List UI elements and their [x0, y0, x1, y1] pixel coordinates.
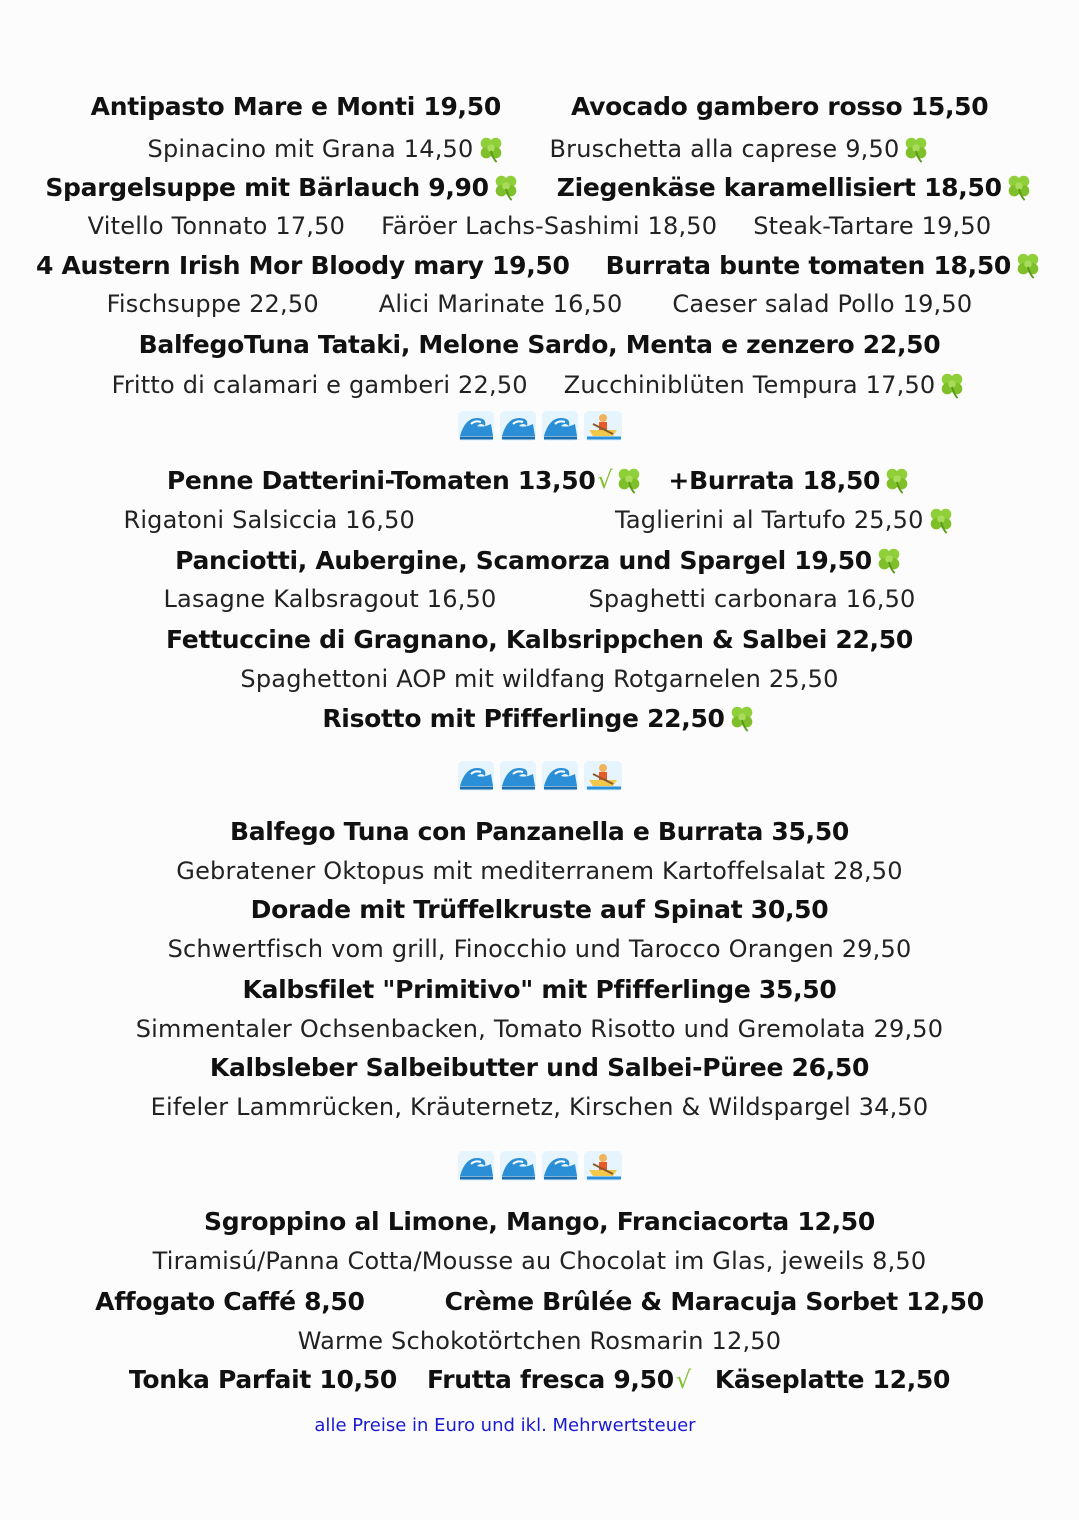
menu-item: +Burrata 18,50	[668, 465, 912, 495]
desserts-row-3	[0, 1287, 1079, 1316]
desserts-row-5	[0, 1365, 1079, 1394]
menu-item: Affogato Caffé 8,50	[95, 1287, 365, 1316]
water-wave-icon	[457, 1150, 495, 1182]
menu-item: Burrata bunte tomaten 18,50	[606, 250, 1043, 280]
water-wave-icon	[499, 760, 537, 792]
menu-item: Fettuccine di Gragnano, Kalbsrippchen & Salbei 22,50	[166, 625, 913, 654]
water-wave-icon	[541, 410, 579, 442]
menu-item: Fritto di calamari e gamberi 22,50	[111, 371, 528, 399]
water-wave-icon	[541, 760, 579, 792]
water-wave-icon	[541, 1150, 579, 1182]
menu-item: Alici Marinate 16,50	[378, 290, 623, 318]
menu-item: Gebratener Oktopus mit mediterranem Kartoffelsalat 28,50	[176, 857, 903, 885]
menu-item: Lasagne Kalbsragout 16,50	[163, 585, 497, 613]
menu-item: Rigatoni Salsiccia 16,50	[123, 506, 416, 534]
menu-item: Crème Brûlée & Maracuja Sorbet 12,50	[444, 1287, 984, 1316]
pasta-row-5	[0, 625, 1079, 654]
menu-item: Panciotti, Aubergine, Scamorza und Spargel 19,50	[175, 545, 904, 575]
menu-item: 4 Austern Irish Mor Bloody mary 19,50	[35, 250, 570, 280]
water-wave-icon	[457, 410, 495, 442]
menu-item: Dorade mit Trüffelkruste auf Spinat 30,50	[250, 895, 829, 924]
mains-row-2	[0, 857, 1079, 885]
menu-item: Vitello Tonnato 17,50	[87, 212, 346, 240]
menu-item: Tiramisú/Panna Cotta/Mousse au Chocolat im Glas, jeweils 8,50	[152, 1247, 927, 1275]
menu-item: Kalbsleber Salbeibutter und Salbei-Püree 26,50	[209, 1053, 870, 1082]
menu-item: Spargelsuppe mit Bärlauch 9,90	[45, 172, 520, 202]
four-leaf-clover-icon	[491, 172, 521, 202]
pasta-row-2	[0, 505, 1079, 535]
menu-item: Kalbsfilet "Primitivo" mit Pfifferlinge 35,50	[242, 975, 837, 1004]
mains-row-1	[0, 817, 1079, 846]
menu-item: Avocado gambero rosso 15,50	[570, 92, 989, 121]
four-leaf-clover-icon	[937, 370, 967, 400]
menu-item: Frutta fresca 9,50 √	[427, 1365, 691, 1394]
rowboat-icon	[583, 1150, 623, 1182]
four-leaf-clover-icon	[882, 465, 912, 495]
menu-item: Ziegenkäse karamellisiert 18,50	[557, 172, 1034, 202]
price-note: alle Preise in Euro und ikl. Mehrwertsteuer	[314, 1415, 696, 1436]
menu-item: Penne Datterini-Tomaten 13,50 √	[167, 465, 645, 495]
pasta-row-7	[0, 703, 1079, 733]
four-leaf-clover-icon	[1004, 172, 1034, 202]
antipasti-row-3	[0, 172, 1079, 202]
menu-item: Steak-Tartare 19,50	[753, 212, 992, 240]
menu-item: BalfegoTuna Tataki, Melone Sardo, Menta e zenzero 22,50	[138, 330, 941, 359]
pasta-row-4	[0, 585, 1079, 613]
antipasti-row-4	[0, 212, 1079, 240]
water-wave-icon	[457, 760, 495, 792]
desserts-row-1	[0, 1207, 1079, 1236]
water-wave-icon	[499, 410, 537, 442]
menu-item: Färöer Lachs-Sashimi 18,50	[381, 212, 718, 240]
check-mark: √	[597, 466, 613, 494]
menu-item: Schwertfisch vom grill, Finocchio und Tarocco Orangen 29,50	[167, 935, 912, 963]
menu-item: Spaghetti carbonara 16,50	[588, 585, 916, 613]
four-leaf-clover-icon	[901, 134, 931, 164]
antipasti-row-6	[0, 290, 1079, 318]
pasta-row-6	[0, 665, 1079, 693]
antipasti-row-7	[0, 330, 1079, 359]
menu-item: Eifeler Lammrücken, Kräuternetz, Kirschen & Wildspargel 34,50	[150, 1093, 929, 1121]
menu-item: Spinacino mit Grana 14,50	[148, 134, 506, 164]
pasta-row-1	[0, 465, 1079, 495]
antipasti-row-1	[0, 92, 1079, 121]
mains-row-5	[0, 975, 1079, 1004]
menu-item: Warme Schokotörtchen Rosmarin 12,50	[297, 1327, 782, 1355]
menu-item: Taglierini al Tartufo 25,50	[615, 505, 956, 535]
desserts-row-4	[0, 1327, 1079, 1355]
menu-item: Risotto mit Pfifferlinge 22,50	[322, 703, 756, 733]
menu-item: Tonka Parfait 10,50	[128, 1365, 398, 1394]
antipasti-row-2	[0, 134, 1079, 164]
four-leaf-clover-icon	[727, 703, 757, 733]
four-leaf-clover-icon	[1013, 250, 1043, 280]
menu-item: Caeser salad Pollo 19,50	[672, 290, 973, 318]
four-leaf-clover-icon	[476, 134, 506, 164]
desserts-row-2	[0, 1247, 1079, 1275]
menu-item: Fischsuppe 22,50	[106, 290, 319, 318]
menu-item: Balfego Tuna con Panzanella e Burrata 35,50	[229, 817, 850, 846]
menu-item: Spaghettoni AOP mit wildfang Rotgarnelen 25,50	[240, 665, 839, 693]
mains-row-8	[0, 1093, 1079, 1121]
rowboat-icon	[583, 760, 623, 792]
four-leaf-clover-icon	[874, 545, 904, 575]
mains-row-3	[0, 895, 1079, 924]
antipasti-row-8	[0, 370, 1079, 400]
section-divider	[0, 410, 1079, 442]
four-leaf-clover-icon	[926, 505, 956, 535]
antipasti-row-5	[0, 250, 1079, 280]
section-divider	[0, 1150, 1079, 1182]
menu-item: Bruschetta alla caprese 9,50	[550, 134, 932, 164]
menu-item: Antipasto Mare e Monti 19,50	[90, 92, 501, 121]
menu-item: Sgroppino al Limone, Mango, Franciacorta 12,50	[204, 1207, 875, 1236]
mains-row-4	[0, 935, 1079, 963]
mains-row-6	[0, 1015, 1079, 1043]
check-mark: √	[675, 1365, 691, 1394]
rowboat-icon	[583, 410, 623, 442]
mains-row-7	[0, 1053, 1079, 1082]
four-leaf-clover-icon	[614, 465, 644, 495]
menu-item: Käseplatte 12,50	[714, 1365, 951, 1394]
section-divider	[0, 760, 1079, 792]
pasta-row-3	[0, 545, 1079, 575]
water-wave-icon	[499, 1150, 537, 1182]
menu-item: Zucchiniblüten Tempura 17,50	[564, 370, 968, 400]
menu-item: Simmentaler Ochsenbacken, Tomato Risotto und Gremolata 29,50	[135, 1015, 944, 1043]
